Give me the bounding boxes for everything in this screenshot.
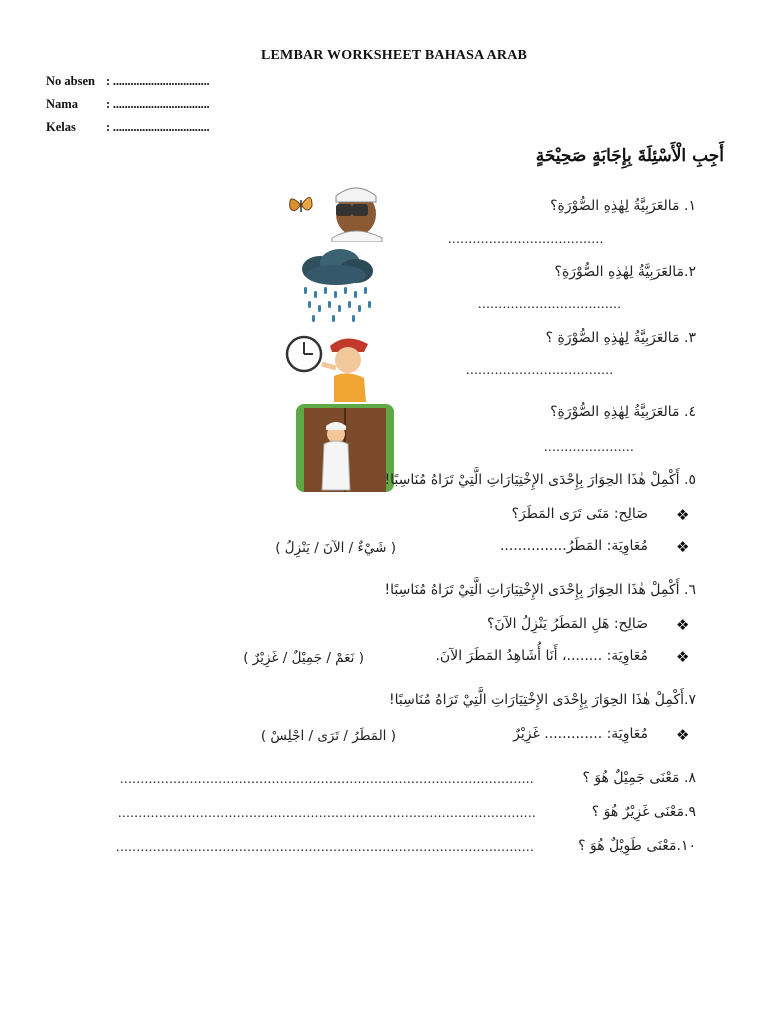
field-label: Kelas (46, 120, 76, 134)
dialog-5-prompt: ٥. أَكْمِلْ هٰذَا الحِوَارَ بِإِحْدَى الإِخْتِيَارَاتِ الَّتِيْ تَرَاهُ مُنَاسِبًا! (384, 472, 696, 488)
butterfly-icon (290, 197, 312, 212)
question-2: ٢.مَالعَرَبِيَّةُ لِهٰذِهِ الصُّوْرَةِ؟ (554, 264, 696, 280)
bullet-icon: ❖ (676, 538, 690, 556)
worksheet-title: LEMBAR WORKSHEET BAHASA ARAB (260, 48, 528, 63)
dialog-6-options: ( نَعَمْ / جَمِيْلٌ / غَزِيْرٌ ) (243, 650, 364, 666)
answer-line-10: ...................................................................................................... (116, 840, 535, 855)
answer-line-1: ...................................... (448, 232, 604, 247)
dialog-5-line-1: صَالِح: مَتَى تَرَى المَطَرَ؟ (511, 506, 648, 522)
dialog-7-options: ( المَطَرُ / تَرَى / اجْلِسْ ) (260, 728, 396, 744)
answer-line-9: ...................................................................................................... (118, 806, 537, 821)
question-4: ٤. مَالعَرَبِيَّةُ لِهٰذِهِ الصُّوْرَةِ؟ (550, 404, 696, 420)
question-1: ١. مَالعَرَبِيَّةُ لِهٰذِهِ الصُّوْرَةِ؟ (550, 198, 696, 214)
dialog-6-line-1: صَالِح: هَلِ المَطَرُ يَنْزِلُ الآنَ؟ (486, 616, 648, 632)
boy-door-icon (296, 404, 394, 492)
question-3: ٣. مَالعَرَبِيَّةُ لِهٰذِهِ الصُّوْرَةِ ؟ (545, 330, 696, 346)
answer-line-2: ................................... (478, 297, 622, 312)
boy-binoculars-icon (284, 180, 388, 242)
question-9: ٩.مَعْنَى غَزِيْرٌ هُوَ ؟ (591, 804, 696, 820)
question-10: ١٠.مَعْنَى طَوِيْلٌ هُوَ ؟ (578, 838, 696, 854)
field-value: : ................................. (106, 74, 210, 88)
rain-cloud-icon (298, 247, 376, 325)
dialog-7-line-1: مُعَاوِيَة: ............. غَزِيْرٌ (513, 726, 648, 742)
field-value: : ................................. (106, 97, 210, 111)
bullet-icon: ❖ (676, 506, 690, 524)
field-kelas (46, 120, 209, 135)
instruction-heading: أَجِبِ الْأَسْئِلَةَ بِإِجَابَةٍ صَحِيْحَةٍ (535, 146, 724, 166)
question-8: ٨. مَعْنَى جَمِيْلٌ هُوَ ؟ (582, 770, 696, 786)
dialog-5-line-2: مُعَاوِيَة: المَطَرُ............... (499, 538, 648, 554)
answer-line-4: ...................... (544, 440, 635, 455)
answer-line-3: .................................... (466, 363, 614, 378)
dialog-6-line-2: مُعَاوِيَة: ........، أَنَا أُشَاهِدُ المَطَرَ الآنَ. (435, 648, 648, 664)
field-value: : ................................. (106, 120, 210, 134)
dialog-5-options: ( شَيْءٌ / الآنَ / يَنْزِلُ ) (275, 540, 396, 556)
dialog-6-prompt: ٦. أَكْمِلْ هٰذَا الحِوَارَ بِإِحْدَى الإِخْتِيَارَاتِ الَّتِيْ تَرَاهُ مُنَاسِبًا! (384, 582, 696, 598)
answer-line-8: ..................................................................................................... (120, 772, 535, 787)
boy-clock-icon (284, 332, 374, 402)
dialog-7-prompt: ٧.أَكْمِلْ هٰذَا الحِوَارَ بِإِحْدَى الإِخْتِيَارَاتِ الَّتِيْ تَرَاهُ مُنَاسِبًا! (389, 692, 696, 708)
bullet-icon: ❖ (676, 616, 690, 634)
field-nama (46, 97, 209, 112)
field-no-absen (46, 74, 209, 89)
field-label: Nama (46, 97, 78, 111)
bullet-icon: ❖ (676, 648, 690, 666)
field-label: No absen (46, 74, 95, 88)
bullet-icon: ❖ (676, 726, 690, 744)
clock-icon (287, 337, 321, 371)
